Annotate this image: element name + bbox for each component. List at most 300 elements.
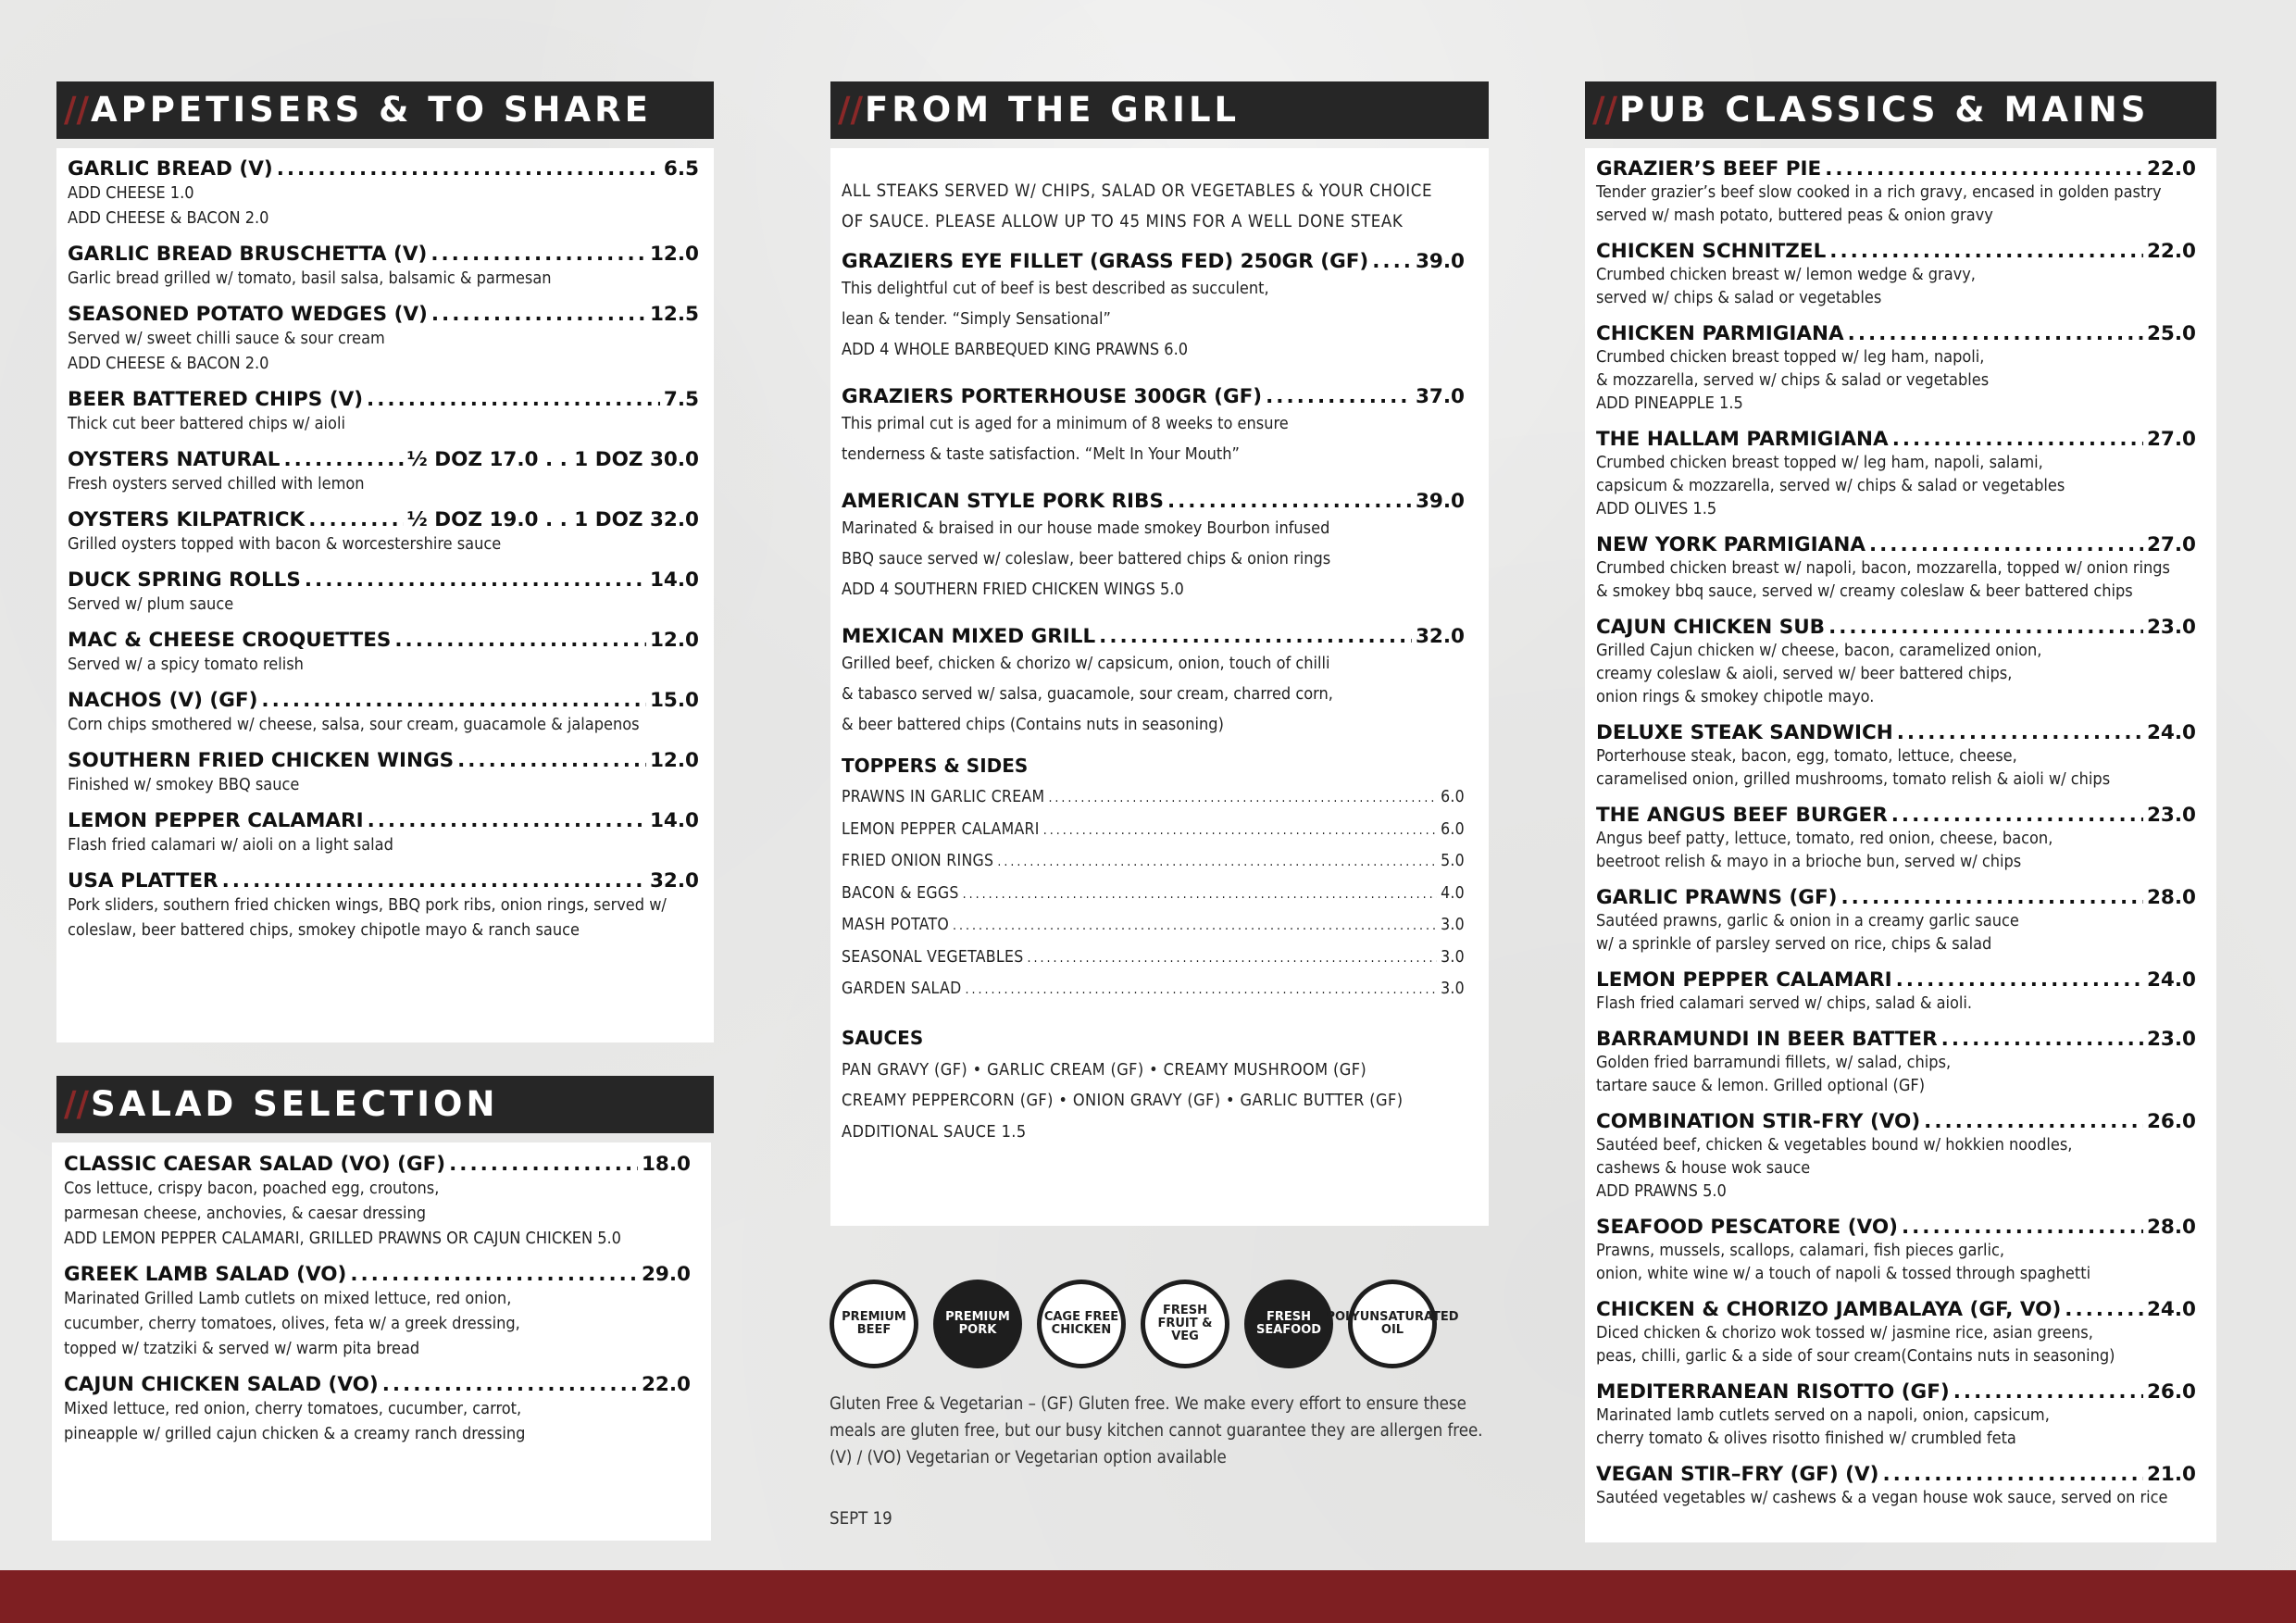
menu-item-line: [64, 1373, 691, 1396]
dot-leader: [457, 749, 646, 772]
menu-item-line: [1596, 1380, 2196, 1404]
salad-list: [64, 1153, 691, 1446]
menu-item-description: served w/ chips & salad or vegetables: [1596, 288, 1882, 307]
menu-item-line: [64, 1263, 691, 1286]
salad-title: SALAD SELECTION: [91, 1084, 499, 1124]
menu-item: [68, 809, 699, 857]
salad-panel: [52, 1142, 711, 1541]
menu-item-description: Grilled oysters topped with bacon & worcestershire sauce: [68, 534, 502, 554]
menu-item-line: [1596, 428, 2196, 451]
menu-item: [1596, 968, 2196, 1015]
side-item-price: 6.0: [1441, 788, 1465, 806]
fresh-seafood-badge: [1244, 1280, 1333, 1368]
menu-item-price: 6.5: [663, 157, 699, 181]
mains-list: [1596, 157, 2196, 1509]
menu-item-name: OYSTERS KILPATRICK: [68, 508, 306, 531]
menu-item: [68, 869, 699, 943]
cage-free-chicken-badge: [1037, 1280, 1126, 1368]
menu-item: [68, 568, 699, 617]
menu-item-line: [68, 689, 699, 712]
menu-item-price: 24.0: [2146, 721, 2196, 744]
menu-item-line: [842, 250, 1465, 273]
menu-item-name: OYSTERS NATURAL: [68, 448, 281, 471]
menu-item-description: onion, white wine w/ a touch of napoli & tossed through spaghetti: [1596, 1264, 2091, 1283]
side-item-price: 5.0: [1441, 852, 1465, 870]
dot-leader: [1099, 625, 1412, 648]
dot-leader: [1892, 428, 2143, 451]
menu-item-description: Fresh oysters served chilled with lemon: [68, 474, 365, 493]
menu-item-price: 23.0: [2146, 1028, 2196, 1051]
menu-item-price: 18.0: [641, 1153, 691, 1176]
side-item: [842, 815, 1465, 847]
badge-label: POLYUNSATURATED OIL: [1326, 1310, 1459, 1337]
menu-item: [68, 629, 699, 677]
menu-item-description: w/ a sprinkle of parsley served on rice, chips & salad: [1596, 934, 1992, 954]
menu-item-price: 21.0: [2146, 1463, 2196, 1486]
menu-item-line: [1596, 1216, 2196, 1239]
dot-leader: [350, 1263, 638, 1286]
side-item-price: 6.0: [1441, 819, 1465, 839]
menu-item-name: GREEK LAMB SALAD (VO): [64, 1263, 347, 1286]
menu-item-name: CHICKEN SCHNITZEL: [1596, 240, 1827, 263]
menu-item-line: [68, 388, 699, 411]
dot-leader: [2065, 1298, 2143, 1321]
menu-item-line: [1596, 804, 2196, 827]
quality-badges: [830, 1280, 1459, 1368]
menu-item-name: GRAZIER’S BEEF PIE: [1596, 157, 1822, 181]
menu-date: SEPT 19: [830, 1509, 892, 1529]
menu-item-line: [842, 625, 1465, 648]
menu-item-description: ADD PRAWNS 5.0: [1596, 1181, 1727, 1201]
premium-pork-badge: [933, 1280, 1022, 1368]
menu-item: [1596, 1463, 2196, 1509]
premium-beef-badge: [830, 1280, 918, 1368]
menu-item-name: USA PLATTER: [68, 869, 218, 893]
menu-item-description: served w/ mash potato, buttered peas & onion gravy: [1596, 206, 1993, 225]
side-item-name: LEMON PEPPER CALAMARI: [842, 819, 1040, 839]
dot-leader: [963, 880, 1437, 911]
menu-item-line: [1596, 533, 2196, 556]
dot-leader: [997, 847, 1437, 879]
side-item-name: SEASONAL VEGETABLES: [842, 947, 1024, 967]
dot-leader: [222, 869, 646, 893]
menu-item-description: coleslaw, beer battered chips, smokey chipotle mayo & ranch sauce: [68, 920, 580, 940]
menu-item-line: [68, 749, 699, 772]
menu-item: [1596, 1216, 2196, 1285]
dot-leader: [966, 975, 1438, 1006]
menu-item-price: 12.5: [649, 303, 699, 326]
menu-item-name: GRAZIERS PORTERHOUSE 300GR (GF): [842, 385, 1263, 408]
menu-item-price: 12.0: [649, 629, 699, 652]
side-item: [842, 846, 1465, 879]
menu-item-name: DELUXE STEAK SANDWICH: [1596, 721, 1893, 744]
menu-item-description: Crumbed chicken breast w/ lemon wedge & gravy,: [1596, 265, 1976, 284]
menu-item-description: Cos lettuce, crispy bacon, poached egg, croutons,: [64, 1179, 440, 1198]
menu-item: [1596, 533, 2196, 603]
side-item-price: 3.0: [1441, 916, 1465, 934]
menu-item-price: 23.0: [2146, 616, 2196, 639]
sauces-title: SAUCES: [842, 1026, 924, 1049]
menu-item-name: SEAFOOD PESCATORE (VO): [1596, 1216, 1898, 1239]
menu-item-price: 14.0: [649, 809, 699, 832]
menu-item-name: BARRAMUNDI IN BEER BATTER: [1596, 1028, 1938, 1051]
appetisers-header: //APPETISERS & TO SHARE: [56, 81, 714, 139]
dot-leader: [1828, 616, 2143, 639]
menu-item: [64, 1373, 691, 1446]
menu-item-price: 7.5: [663, 388, 699, 411]
side-item-price: 3.0: [1441, 947, 1465, 967]
menu-item-line: [842, 385, 1465, 408]
dot-leader: [1825, 157, 2143, 181]
menu-item-description: Porterhouse steak, bacon, egg, tomato, lettuce, cheese,: [1596, 746, 2017, 766]
menu-item-description: ADD 4 WHOLE BARBEQUED KING PRAWNS 6.0: [842, 340, 1189, 359]
mains-title: PUB CLASSICS & MAINS: [1619, 90, 2150, 130]
menu-item-description: Crumbed chicken breast w/ napoli, bacon, mozzarella, topped w/ onion rings: [1596, 558, 2170, 578]
menu-item-price: 28.0: [2146, 1216, 2196, 1239]
menu-item-description: parmesan cheese, anchovies, & caesar dressing: [64, 1204, 427, 1223]
dot-leader: [1891, 804, 2143, 827]
menu-item-name: VEGAN STIR–FRY (GF) (V): [1596, 1463, 1879, 1486]
menu-item-description: lean & tender. “Simply Sensational”: [842, 309, 1111, 329]
menu-item-description: peas, chilli, garlic & a side of sour cream(Contains nuts in seasoning): [1596, 1346, 2115, 1366]
menu-item-price: 27.0: [2146, 533, 2196, 556]
menu-item: [1596, 240, 2196, 309]
menu-item-description: Corn chips smothered w/ cheese, salsa, sour cream, guacamole & jalapenos: [68, 715, 640, 734]
side-item-price: 3.0: [1441, 980, 1465, 998]
sauces-list: PAN GRAVY (GF) • GARLIC CREAM (GF) • CREAMY MUSHROOM (GF) CREAMY PEPPERCORN (GF) • ONION GRAVY (GF) • GARLIC BUTTER (GF) ADDITIONAL SAUCE 1.5: [842, 1059, 1404, 1142]
grill-list: [842, 250, 1465, 740]
menu-item-price: 27.0: [2146, 428, 2196, 451]
mains-header: //PUB CLASSICS & MAINS: [1585, 81, 2216, 139]
menu-item-price: 22.0: [2146, 240, 2196, 263]
side-item: [842, 782, 1465, 815]
menu-item-name: CAJUN CHICKEN SUB: [1596, 616, 1826, 639]
menu-item: [64, 1153, 691, 1251]
side-item-name: FRIED ONION RINGS: [842, 852, 994, 870]
menu-item-description: Grilled beef, chicken & chorizo w/ capsicum, onion, touch of chilli: [842, 654, 1330, 673]
menu-item-name: LEMON PEPPER CALAMARI: [68, 809, 364, 832]
badge-label: FRESH FRUIT & VEG: [1157, 1304, 1213, 1343]
menu-item: [1596, 721, 2196, 791]
side-item-name: PRAWNS IN GARLIC CREAM: [842, 788, 1045, 806]
menu-item-description: BBQ sauce served w/ coleslaw, beer battered chips & onion rings: [842, 549, 1331, 568]
menu-item-name: SEASONED POTATO WEDGES (V): [68, 303, 428, 326]
menu-item: [68, 303, 699, 376]
dot-leader: [1869, 533, 2143, 556]
dot-leader: [1924, 1110, 2143, 1133]
menu-item-name: THE HALLAM PARMIGIANA: [1596, 428, 1889, 451]
dot-leader: [431, 303, 646, 326]
menu-item-description: onion rings & smokey chipotle mayo.: [1596, 687, 1875, 706]
menu-item-description: topped w/ tzatziki & served w/ warm pita bread: [64, 1339, 420, 1358]
menu-item: [1596, 428, 2196, 520]
menu-item-description: ADD PINEAPPLE 1.5: [1596, 393, 1743, 413]
menu-item-description: tenderness & taste satisfaction. “Melt In Your Mouth”: [842, 444, 1240, 464]
menu-item-description: beetroot relish & mayo in a brioche bun, served w/ chips: [1596, 852, 2022, 871]
menu-item-description: Flash fried calamari w/ aioli on a light salad: [68, 835, 393, 855]
menu-item-description: & beer battered chips (Contains nuts in seasoning): [842, 715, 1224, 734]
menu-item-line: [68, 448, 699, 471]
dot-leader: [1048, 783, 1437, 815]
menu-item-description: ADD CHEESE 1.0: [68, 183, 194, 203]
menu-item-description: creamy coleslaw & aioli, served w/ beer battered chips,: [1596, 664, 2013, 683]
menu-item-description: pineapple w/ grilled cajun chicken & a creamy ranch dressing: [64, 1424, 526, 1443]
dot-leader: [449, 1153, 638, 1176]
menu-item-line: [842, 490, 1465, 513]
menu-item: [1596, 804, 2196, 873]
menu-item: [68, 689, 699, 737]
menu-item-description: ADD 4 SOUTHERN FRIED CHICKEN WINGS 5.0: [842, 580, 1184, 599]
menu-item-description: Served w/ plum sauce: [68, 594, 234, 614]
menu-item-description: Marinated & braised in our house made smokey Bourbon infused: [842, 518, 1330, 538]
menu-item-line: [1596, 616, 2196, 639]
dot-leader: [1167, 490, 1412, 513]
dot-leader: [1266, 385, 1412, 408]
side-item: [842, 910, 1465, 943]
dot-leader: [261, 689, 646, 712]
menu-item-price: 24.0: [2146, 1298, 2196, 1321]
menu-item-description: Served w/ sweet chilli sauce & sour cream: [68, 329, 385, 348]
menu-item-price: 32.0: [649, 869, 699, 893]
dot-leader: [1829, 240, 2143, 263]
menu-item: [1596, 157, 2196, 227]
menu-item: [842, 490, 1465, 605]
grill-title: FROM THE GRILL: [865, 90, 1241, 130]
dot-leader: [367, 388, 660, 411]
menu-item-description: cherry tomato & olives risotto finished w/ crumbled feta: [1596, 1429, 2016, 1448]
menu-item-price: 26.0: [2146, 1110, 2196, 1133]
side-item: [842, 879, 1465, 911]
menu-item-line: [68, 629, 699, 652]
menu-item-price: 29.0: [641, 1263, 691, 1286]
badge-label: PREMIUM BEEF: [842, 1310, 906, 1337]
dietary-note: Gluten Free & Vegetarian – (GF) Gluten free. We make every effort to ensure these meals are gluten free, but our busy kitchen cannot guarantee they are allergen free. (V) / (VO) Vegetarian or Vegetarian option available: [830, 1394, 1483, 1467]
menu-item-name: GARLIC PRAWNS (GF): [1596, 886, 1838, 909]
menu-item-line: [1596, 157, 2196, 181]
menu-item-line: [68, 303, 699, 326]
menu-item-price: ½ DOZ 19.0 . . 1 DOZ 32.0: [406, 508, 699, 531]
footer-bar: [0, 1570, 2296, 1623]
menu-item-name: THE ANGUS BEEF BURGER: [1596, 804, 1888, 827]
menu-item: [1596, 1028, 2196, 1097]
menu-item-description: cucumber, cherry tomatoes, olives, feta w/ a greek dressing,: [64, 1314, 520, 1333]
menu-item-price: 37.0: [1415, 385, 1465, 408]
menu-item-price: 22.0: [641, 1373, 691, 1396]
dot-leader: [382, 1373, 638, 1396]
menu-item: [68, 243, 699, 291]
menu-item-description: Garlic bread grilled w/ tomato, basil salsa, balsamic & parmesan: [68, 268, 552, 288]
menu-item-name: SOUTHERN FRIED CHICKEN WINGS: [68, 749, 455, 772]
menu-item-description: ADD CHEESE & BACON 2.0: [68, 208, 269, 228]
side-item: [842, 974, 1465, 1006]
menu-item-line: [68, 869, 699, 893]
menu-item-name: GARLIC BREAD (V): [68, 157, 273, 181]
badge-label: CAGE FREE CHICKEN: [1043, 1310, 1119, 1337]
dot-leader: [430, 243, 646, 266]
menu-item: [1596, 886, 2196, 955]
menu-item-description: Mixed lettuce, red onion, cherry tomatoes, cucumber, carrot,: [64, 1399, 522, 1418]
menu-item: [68, 157, 699, 231]
dot-leader: [305, 568, 646, 592]
menu-item-price: 28.0: [2146, 886, 2196, 909]
fresh-fruit-veg-badge: [1141, 1280, 1229, 1368]
menu-item-description: Sautéed prawns, garlic & onion in a creamy garlic sauce: [1596, 911, 2019, 930]
dot-leader: [1848, 322, 2143, 345]
menu-item-name: NEW YORK PARMIGIANA: [1596, 533, 1866, 556]
menu-item-description: Finished w/ smokey BBQ sauce: [68, 775, 300, 794]
menu-item-name: MEDITERRANEAN RISOTTO (GF): [1596, 1380, 1950, 1404]
menu-item-price: 14.0: [649, 568, 699, 592]
menu-item-price: 32.0: [1415, 625, 1465, 648]
menu-item-description: & mozzarella, served w/ chips & salad or vegetables: [1596, 370, 1990, 390]
menu-item-price: 12.0: [649, 749, 699, 772]
menu-item-name: BEER BATTERED CHIPS (V): [68, 388, 364, 411]
menu-item-description: Marinated lamb cutlets served on a napoli, onion, capsicum,: [1596, 1405, 2050, 1425]
menu-item-description: tartare sauce & lemon. Grilled optional (GF): [1596, 1076, 1926, 1095]
menu-item: [1596, 1380, 2196, 1450]
menu-item: [64, 1263, 691, 1361]
menu-item-line: [1596, 968, 2196, 992]
menu-item-name: COMBINATION STIR-FRY (VO): [1596, 1110, 1921, 1133]
badge-label: FRESH SEAFOOD: [1255, 1310, 1322, 1337]
menu-item-description: capsicum & mozzarella, served w/ chips & salad or vegetables: [1596, 476, 2065, 495]
menu-item-name: LEMON PEPPER CALAMARI: [1596, 968, 1892, 992]
dot-leader: [277, 157, 660, 181]
polyunsaturated-oil-badge: [1326, 1280, 1459, 1368]
menu-item-description: Marinated Grilled Lamb cutlets on mixed lettuce, red onion,: [64, 1289, 512, 1308]
menu-item-name: GRAZIERS EYE FILLET (GRASS FED) 250GR (GF): [842, 250, 1369, 273]
menu-item-line: [68, 568, 699, 592]
menu-item: [68, 508, 699, 556]
menu-item-price: 22.0: [2146, 157, 2196, 181]
menu-item-description: This delightful cut of beef is best described as succulent,: [842, 279, 1269, 298]
side-item-price: 4.0: [1441, 883, 1465, 903]
menu-item-description: This primal cut is aged for a minimum of 8 weeks to ensure: [842, 414, 1289, 433]
menu-item-line: [1596, 1463, 2196, 1486]
appetisers-list: [68, 157, 699, 943]
dot-leader: [1043, 816, 1437, 847]
menu-item-name: CHICKEN PARMIGIANA: [1596, 322, 1844, 345]
menu-item-line: [68, 157, 699, 181]
menu-item-line: [1596, 1028, 2196, 1051]
dot-leader: [1841, 886, 2142, 909]
menu-item-name: CAJUN CHICKEN SALAD (VO): [64, 1373, 379, 1396]
side-item-name: BACON & EGGS: [842, 883, 959, 903]
side-item-name: GARDEN SALAD: [842, 980, 962, 998]
menu-item-price: 26.0: [2146, 1380, 2196, 1404]
dot-leader: [1953, 1380, 2143, 1404]
menu-item-price: ½ DOZ 17.0 . . 1 DOZ 30.0: [406, 448, 699, 471]
menu-item-line: [64, 1153, 691, 1176]
menu-item-line: [1596, 721, 2196, 744]
menu-item-description: Served w/ a spicy tomato relish: [68, 655, 304, 674]
menu-item: [842, 625, 1465, 740]
menu-item: [842, 250, 1465, 365]
side-item: [842, 943, 1465, 975]
menu-item-line: [1596, 322, 2196, 345]
appetisers-title: APPETISERS & TO SHARE: [91, 90, 652, 130]
menu-item: [1596, 616, 2196, 708]
menu-item-price: 15.0: [649, 689, 699, 712]
menu-item-price: 12.0: [649, 243, 699, 266]
menu-item-description: Golden fried barramundi fillets, w/ salad, chips,: [1596, 1053, 1952, 1072]
menu-item-description: Prawns, mussels, scallops, calamari, fish pieces garlic,: [1596, 1241, 2005, 1260]
menu-item-price: 39.0: [1415, 490, 1465, 513]
dot-leader: [1372, 250, 1412, 273]
menu-item-description: & tabasco served w/ salsa, guacamole, sour cream, charred corn,: [842, 684, 1333, 704]
menu-item-price: 39.0: [1415, 250, 1465, 273]
menu-item-line: [1596, 240, 2196, 263]
menu-item-description: Tender grazier’s beef slow cooked in a rich gravy, encased in golden pastry: [1596, 182, 2162, 202]
menu-item-description: Crumbed chicken breast topped w/ leg ham, napoli, salami,: [1596, 453, 2043, 472]
menu-item-line: [1596, 1110, 2196, 1133]
badge-label: PREMIUM PORK: [945, 1310, 1010, 1337]
menu-item-name: GARLIC BREAD BRUSCHETTA (V): [68, 243, 428, 266]
menu-item-description: caramelised onion, grilled mushrooms, tomato relish & aioli w/ chips: [1596, 769, 2111, 789]
side-item-name: MASH POTATO: [842, 916, 950, 934]
dot-leader: [394, 629, 646, 652]
toppers-title: TOPPERS & SIDES: [842, 755, 1029, 777]
menu-item: [842, 385, 1465, 469]
menu-item-line: [1596, 886, 2196, 909]
dot-leader: [308, 508, 403, 531]
menu-item-description: & smokey bbq sauce, served w/ creamy coleslaw & beer battered chips: [1596, 581, 2133, 601]
menu-item-description: Thick cut beer battered chips w/ aioli: [68, 414, 345, 433]
grill-panel: [830, 148, 1489, 1226]
salad-header: //SALAD SELECTION: [56, 1076, 714, 1133]
menu-item-description: cashews & house wok sauce: [1596, 1158, 1811, 1178]
menu-item-description: ADD CHEESE & BACON 2.0: [68, 354, 269, 373]
menu-item-price: 24.0: [2146, 968, 2196, 992]
menu-item-description: Crumbed chicken breast topped w/ leg ham, napoli,: [1596, 347, 1985, 367]
menu-item-line: [68, 809, 699, 832]
menu-item-name: MEXICAN MIXED GRILL: [842, 625, 1096, 648]
menu-item-name: DUCK SPRING ROLLS: [68, 568, 301, 592]
menu-item: [68, 448, 699, 496]
menu-item-description: Sautéed beef, chicken & vegetables bound w/ hokkien noodles,: [1596, 1135, 2073, 1155]
menu-item: [1596, 1298, 2196, 1367]
menu-item-description: Diced chicken & chorizo wok tossed w/ jasmine rice, asian greens,: [1596, 1323, 2093, 1342]
menu-item: [1596, 322, 2196, 415]
menu-item: [68, 749, 699, 797]
menu-item-name: CLASSIC CAESAR SALAD (VO) (GF): [64, 1153, 446, 1176]
dot-leader: [283, 448, 403, 471]
appetisers-panel: [56, 148, 714, 1042]
dot-leader: [1902, 1216, 2143, 1239]
menu-item-description: Sautéed vegetables w/ cashews & a vegan house wok sauce, served on rice: [1596, 1488, 2168, 1507]
menu-item-description: Grilled Cajun chicken w/ cheese, bacon, caramelized onion,: [1596, 641, 2042, 660]
dot-leader: [1882, 1463, 2143, 1486]
grill-header: //FROM THE GRILL: [830, 81, 1489, 139]
menu-item: [68, 388, 699, 436]
menu-item-line: [1596, 1298, 2196, 1321]
mains-panel: [1585, 148, 2216, 1542]
dot-leader: [1897, 721, 2143, 744]
menu-item-description: Pork sliders, southern fried chicken wings, BBQ pork ribs, onion rings, served w/: [68, 895, 667, 915]
dot-leader: [1941, 1028, 2143, 1051]
menu-item-name: MAC & CHEESE CROQUETTES: [68, 629, 392, 652]
menu-item-description: Angus beef patty, lettuce, tomato, red onion, cheese, bacon,: [1596, 829, 2053, 848]
menu-item-description: Flash fried calamari served w/ chips, salad & aioli.: [1596, 993, 1973, 1013]
toppers-list: [842, 782, 1465, 1006]
grill-intro: ALL STEAKS SERVED W/ CHIPS, SALAD OR VEGETABLES & YOUR CHOICE OF SAUCE. PLEASE ALLOW UP TO 45 MINS FOR A WELL DONE STEAK: [842, 181, 1433, 231]
menu-item-line: [68, 508, 699, 531]
menu-item-name: AMERICAN STYLE PORK RIBS: [842, 490, 1164, 513]
menu-item-name: CHICKEN & CHORIZO JAMBALAYA (GF, VO): [1596, 1298, 2062, 1321]
menu-item-description: ADD OLIVES 1.5: [1596, 499, 1717, 518]
dot-leader: [1896, 968, 2143, 992]
menu-item-name: NACHOS (V) (GF): [68, 689, 258, 712]
